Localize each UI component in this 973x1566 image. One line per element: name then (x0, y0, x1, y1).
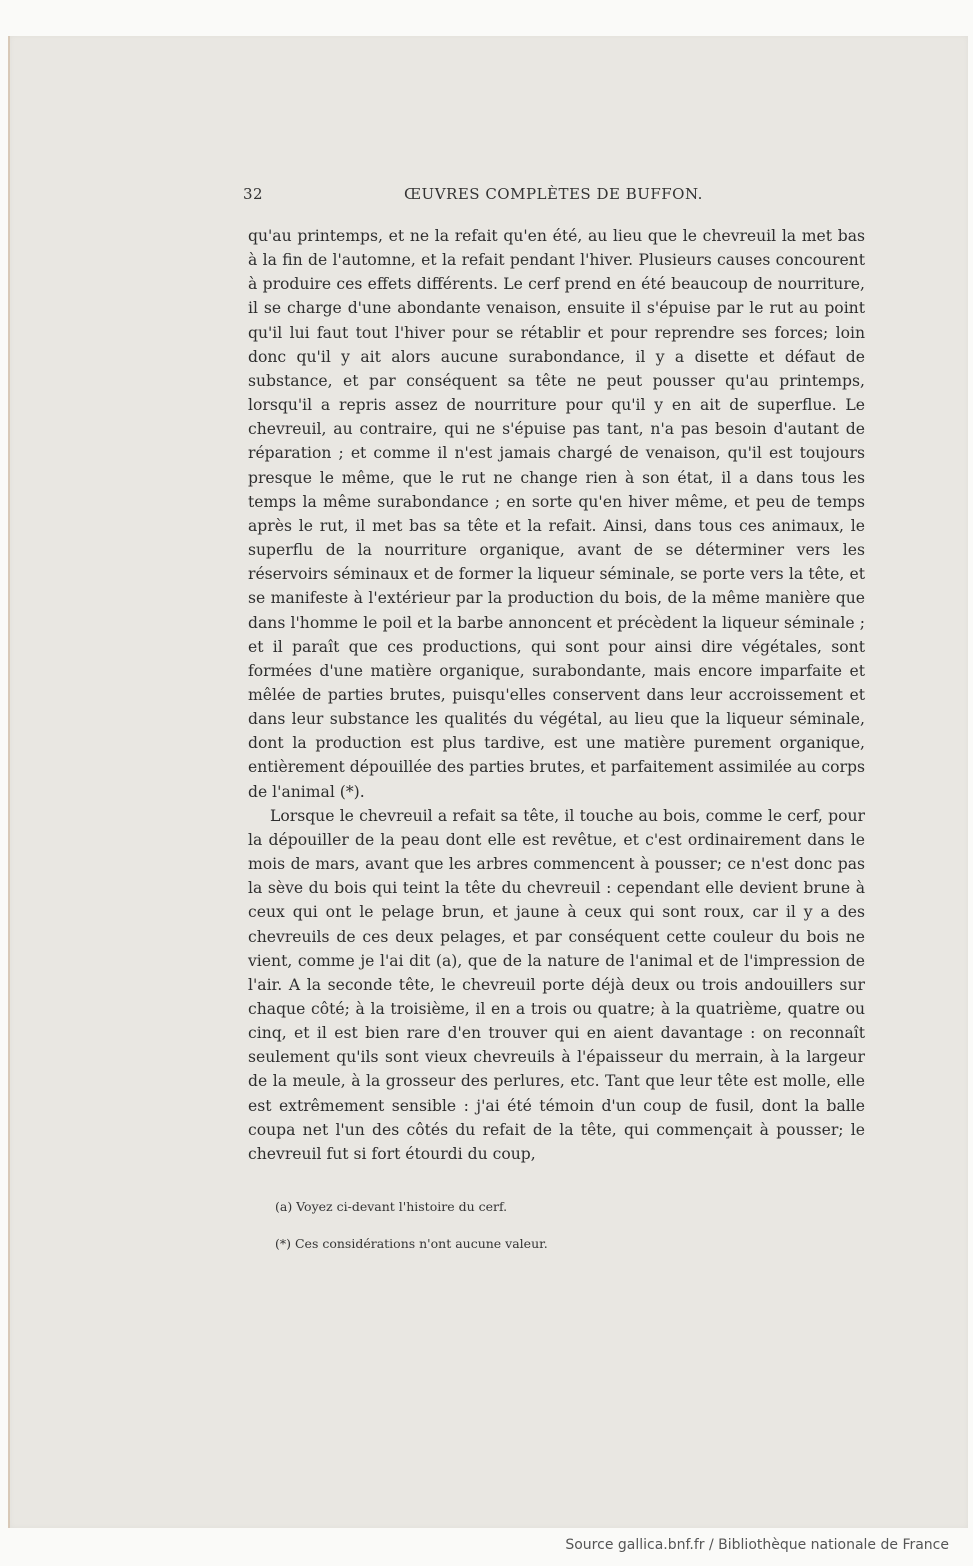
source-credit: Source gallica.bnf.fr / Bibliothèque nationale de France (565, 1537, 949, 1553)
paragraph-2: Lorsque le chevreuil a refait sa tête, il touche au bois, comme le cerf, pour la dépouiller de la peau dont elle est revêtue, et c'est ordinairement dans le mois de mars, avant que les arbres commencent à pousser; ce n'est donc pas la sève du bois qui teint la tête du chevreuil : cependant elle devient brune à ceux qui ont le pelage brun, et jaune à ceux qui sont roux, car il y a des chevreuils de ces deux pelages, et par conséquent cette couleur du bois ne vient, comme je l'ai dit (a), que de la nature de l'animal et de l'impression de l'air. A la seconde tête, le chevreuil porte déjà deux ou trois andouillers sur chaque côté; à la troisième, il en a trois ou quatre; à la quatrième, quatre ou cinq, et il est bien rare d'en trouver qui en aient davantage : on reconnaît seulement qu'ils sont vieux chevreuils à l'épaisseur du merrain, à la largeur de la meule, à la grosseur des perlures, etc. Tant que leur tête est molle, elle est extrêmement sensible : j'ai été témoin d'un coup de fusil, dont la balle coupa net l'un des côtés du refait de la tête, qui commençait à pousser; le chevreuil fut si fort étourdi du coup, (248, 806, 865, 1163)
running-header (243, 185, 866, 209)
paragraph-1: qu'au printemps, et ne la refait qu'en été, au lieu que le chevreuil la met bas à la fin de l'automne, et la refait pendant l'hiver. Plusieurs causes concourent à produire ces effets différents. Le cerf prend en été beaucoup de nourriture, il se charge d'une abondante venaison, ensuite il s'épuise par le rut au point qu'il lui faut tout l'hiver pour se rétablir et pour reprendre ses forces; loin donc qu'il y ait alors aucune surabondance, il y a disette et défaut de substance, et par conséquent sa tête ne peut pousser qu'au printemps, lorsqu'il a repris assez de nourriture pour qu'il y en ait de superflue. Le chevreuil, au contraire, qui ne s'épuise pas tant, n'a pas besoin d'autant de réparation ; et comme il n'est jamais chargé de venaison, qu'il est toujours presque le même, que le rut ne change rien à son état, il a dans tous les temps la même surabondance ; en sorte qu'en hiver même, et peu de temps après le rut, il met bas sa tête et la refait. Ainsi, dans tous ces animaux, le superflu de la nourriture organique, avant de se déterminer vers les réservoirs séminaux et de former la liqueur séminale, se porte vers la tête, et se manifeste à l'extérieur par la production du bois, de la même manière que dans l'homme le poil et la barbe annoncent et précèdent la liqueur séminale ; et il paraît que ces productions, qui sont pour ainsi dire végétales, sont formées d'une matière organique, surabondante, mais encore imparfaite et mêlée de parties brutes, puisqu'elles conservent dans leur accroissement et dans leur substance les qualités du végétal, au lieu que la liqueur séminale, dont la production est plus tardive, est une matière purement organique, entièrement dépouillée des parties brutes, et parfaitement assimilée au corps de l'animal (*). (248, 227, 865, 801)
body-text (248, 224, 865, 1166)
footnote-a: (a) Voyez ci-devant l'histoire du cerf. (275, 1199, 508, 1214)
page-number: 32 (243, 185, 264, 203)
footnote-star: (*) Ces considérations n'ont aucune valeur. (275, 1236, 548, 1251)
header-title: ŒUVRES COMPLÈTES DE BUFFON. (404, 185, 703, 203)
